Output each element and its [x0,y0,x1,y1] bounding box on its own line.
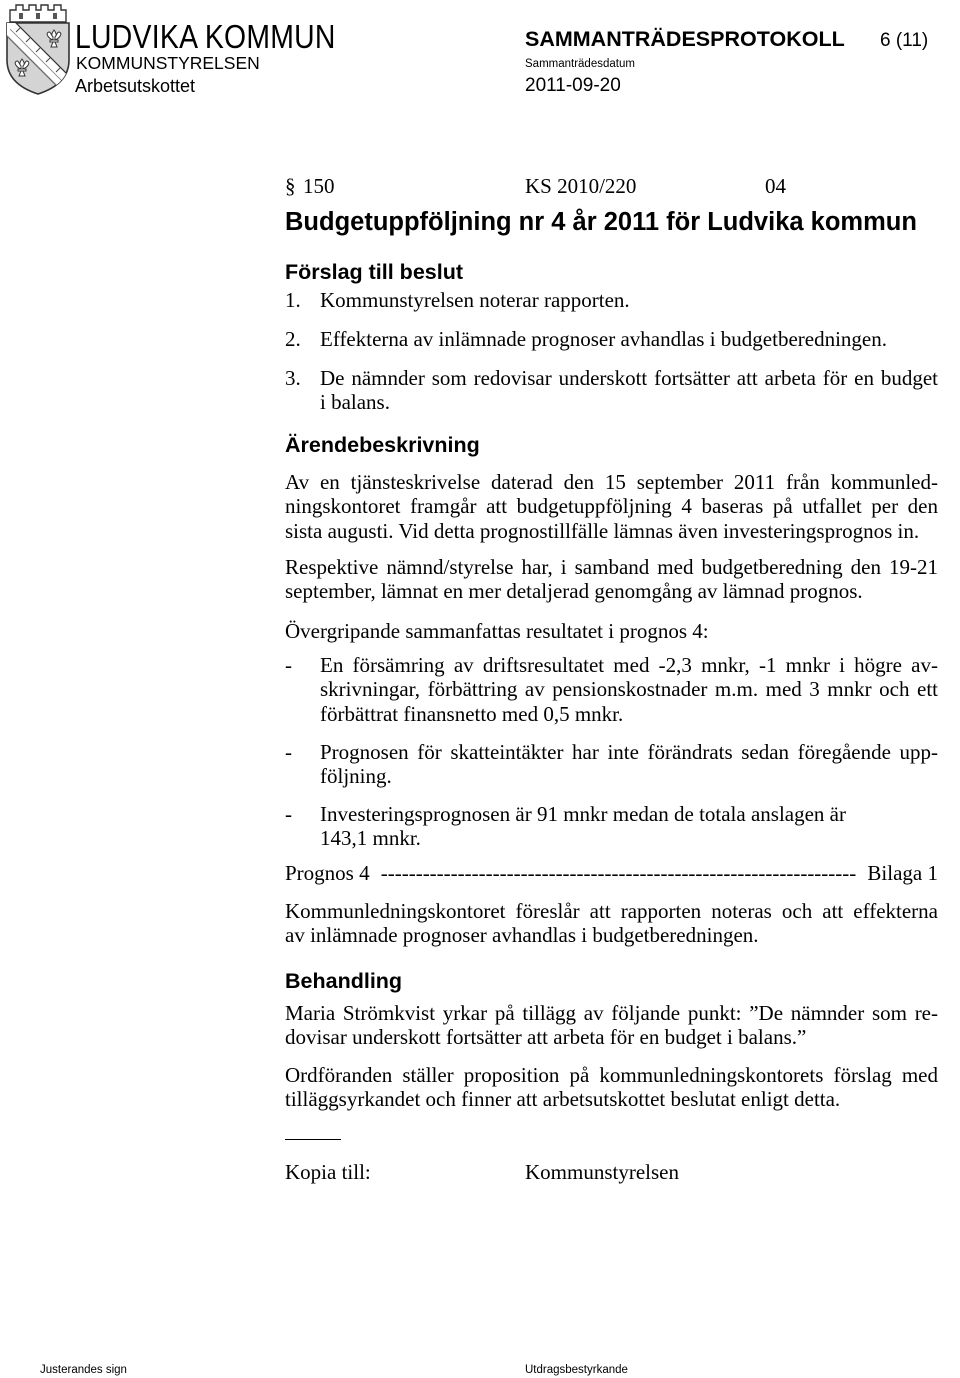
description-heading: Ärendebeskrivning [285,433,480,457]
page-title: Budgetuppföljning nr 4 år 2011 för Ludvika kommun [285,208,917,236]
attachment-line [285,861,938,885]
paragraph-line: Övergripande sammanfattas resultatet i prognos 4: [285,619,709,643]
paragraph [285,899,938,948]
document-type: SAMMANTRÄDESPROTOKOLL [525,27,845,51]
bullet-item [285,802,938,851]
paragraph [285,555,938,604]
case-reference: KS 2010/220 [525,174,637,198]
bullet-text: 143,1 mnkr. [320,826,421,851]
section-number: 150 [303,174,335,198]
paragraph-line: tilläggsyrkandet och finner att arbetsutskottet beslutat enligt detta. [285,1087,841,1112]
page-number: 6 (11) [880,30,929,51]
section-sign: § [285,174,296,198]
bullet-text: En försämring av driftsresultatet med -2,3 mnkr, -1 mnkr i högre av- [320,653,938,677]
list-item [285,327,938,351]
paragraph-line: Ordföranden ställer proposition på kommunledningskontorets förslag med [285,1063,938,1087]
paragraph [285,470,938,543]
extract-certification-label: Utdragsbestyrkande [525,1364,628,1376]
committee-name: Arbetsutskottet [75,76,196,96]
bullet-text: förbättrat finansnetto med 0,5 mnkr. [320,701,624,726]
item-text: Kommunstyrelsen noterar rapporten. [320,288,630,312]
bullet-text: Investeringsprognosen är 91 mnkr medan de totala anslagen är [320,802,846,826]
item-number: 2. [285,327,301,351]
paragraph-line: av inlämnade prognoser avhandlas i budgetberedningen. [285,923,759,948]
paragraph [285,619,938,643]
attachment-label: Prognos 4 [285,861,370,885]
bullet-marker: - [285,653,292,677]
paragraph-line: Respektive nämnd/styrelse har, i samband med budgetberedning den 19-21 [285,555,938,579]
bullet-text: Prognosen för skatteintäkter har inte förändrats sedan föregående upp- [320,740,938,764]
proposal-heading: Förslag till beslut [285,260,463,284]
item-number: 1. [285,288,301,312]
copy-recipient: Kommunstyrelsen [525,1160,679,1184]
paragraph-line: Av en tjänsteskrivelse daterad den 15 september 2011 från kommunled- [285,470,938,494]
paragraph [285,1063,938,1112]
item-text: De nämnder som redovisar underskott fortsätter att arbeta för en budget [320,366,938,390]
handling-heading: Behandling [285,969,403,993]
bullet-item [285,740,938,789]
list-item [285,288,938,312]
bullet-text: skrivningar, förbättring av pensionskostnader m.m. med 3 mnkr och ett [320,677,938,702]
paragraph-line: dovisar underskott fortsätter att arbeta för en budget i balans.” [285,1025,807,1050]
attachment-leader: -------------------------------------------------------------------- [380,861,857,885]
signature-label: Justerandes sign [40,1364,127,1376]
paragraph-line: ningskontoret framgår att budgetuppföljning 4 baseras på utfallet per den [285,494,938,519]
case-code: 04 [765,174,786,198]
attachment-ref: Bilaga 1 [867,861,938,885]
bullet-marker: - [285,740,292,764]
meeting-date-label: Sammanträdesdatum [525,58,635,70]
separator-rule [285,1139,341,1140]
municipality-name: LUDVIKA KOMMUN [75,18,336,55]
meeting-date: 2011-09-20 [525,75,621,96]
paragraph-line: september, lämnat en mer detaljerad genomgång av lämnad prognos. [285,579,863,604]
paragraph-line: sista augusti. Vid detta prognostillfälle lämnas även investeringsprognos in. [285,518,920,543]
item-text: Effekterna av inlämnade prognoser avhandlas i budgetberedningen. [320,327,887,351]
bullet-marker: - [285,802,292,826]
list-item [285,366,938,415]
item-number: 3. [285,366,301,390]
bullet-item [285,653,938,726]
department-name: KOMMUNSTYRELSEN [76,53,260,73]
copy-label: Kopia till: [285,1160,371,1184]
coat-of-arms-icon [2,2,74,96]
paragraph [285,1001,938,1050]
paragraph-line: Maria Strömkvist yrkar på tillägg av följande punkt: ”De nämnder som re- [285,1001,938,1025]
paragraph-line: Kommunledningskontoret föreslår att rapporten noteras och att effekterna [285,899,938,923]
item-text: i balans. [320,390,390,415]
bullet-text: följning. [320,764,392,789]
